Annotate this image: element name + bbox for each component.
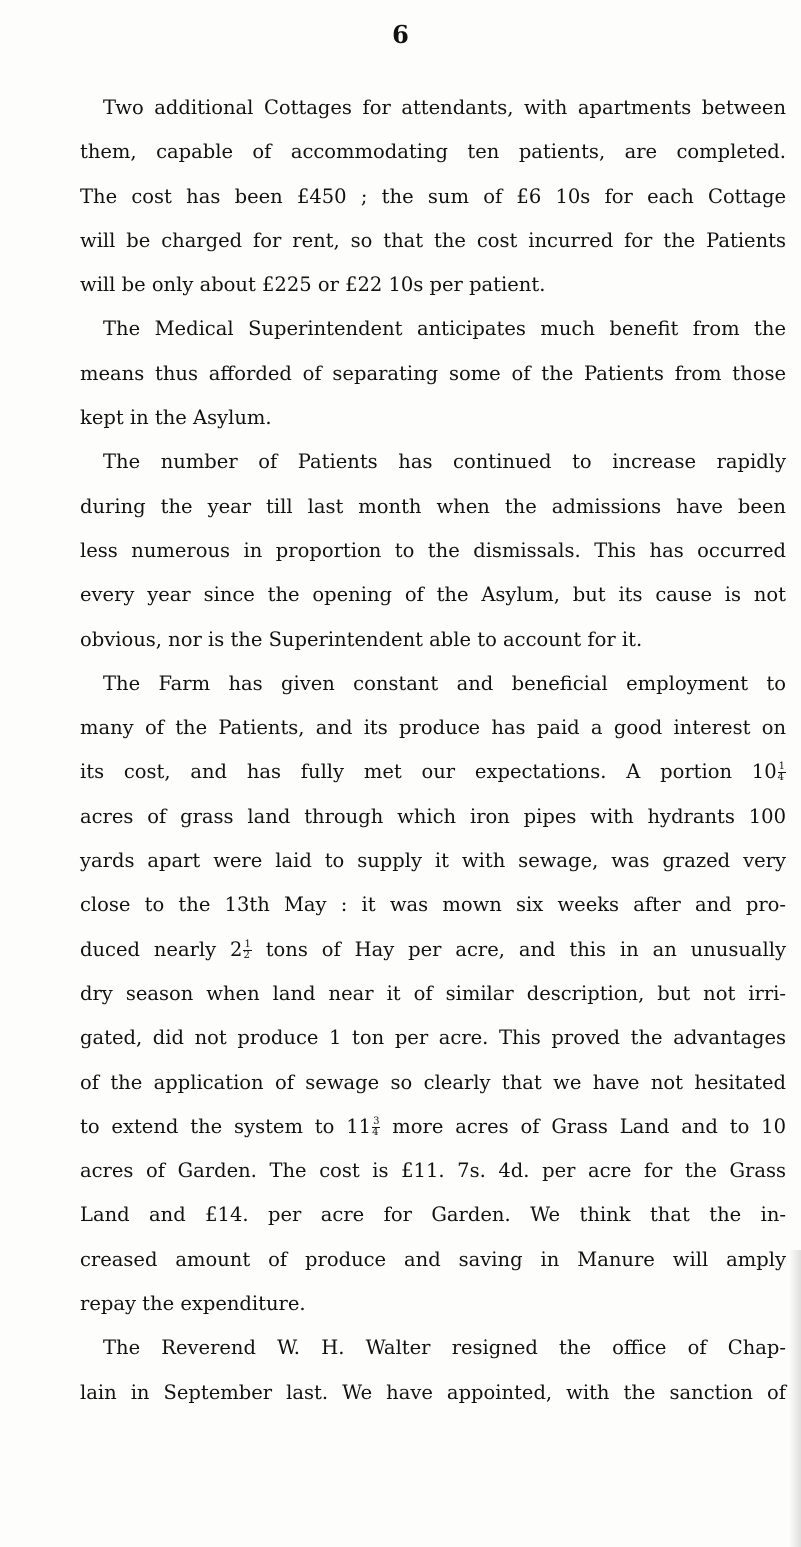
line-text: duced nearly 2	[80, 937, 243, 961]
text-line: The Medical Superintendent anticipates much benefit from the	[103, 317, 786, 341]
fraction-denominator: 2	[243, 949, 250, 961]
page-edge-shadow	[789, 1250, 801, 1547]
text-line: The number of Patients has continued to increase rapidly	[103, 450, 786, 474]
text-line: The Farm has given constant and beneficial employment to	[103, 671, 786, 695]
line-text: tons of Hay per acre, and this in an unusually	[251, 937, 787, 961]
text-line: close to the 13th May : it was mown six weeks after and pro-	[80, 893, 786, 917]
text-line: them, capable of accommodating ten patients, are completed.	[80, 140, 786, 164]
body-text	[80, 86, 786, 1415]
text-line: The Reverend W. H. Walter resigned the office of Chap-	[103, 1336, 786, 1360]
text-line: obvious, nor is the Superintendent able to account for it.	[80, 627, 643, 651]
text-line: The cost has been £450 ; the sum of £6 10s for each Cottage	[80, 184, 786, 208]
text-line: every year since the opening of the Asylum, but its cause is not	[80, 583, 786, 607]
text-line-with-fraction	[80, 750, 786, 794]
text-line: during the year till last month when the admissions have been	[80, 494, 786, 518]
text-line: lain in September last. We have appointed, with the sanction of	[80, 1380, 786, 1404]
line-text: to extend the system to 11	[80, 1114, 372, 1138]
fraction-numerator: 1	[244, 938, 251, 950]
text-line: gated, did not produce 1 ton per acre. This proved the advantages	[80, 1026, 786, 1050]
text-line: kept in the Asylum.	[80, 406, 272, 430]
fraction-denominator: 4	[372, 1126, 379, 1138]
fraction-numerator: 1	[778, 761, 785, 773]
text-line: will be charged for rent, so that the cost incurred for the Patients	[80, 228, 786, 252]
fraction-numerator: 3	[373, 1115, 380, 1127]
text-line: less numerous in proportion to the dismissals. This has occurred	[80, 538, 786, 562]
text-line-with-fraction	[80, 928, 786, 972]
text-line: yards apart were laid to supply it with sewage, was grazed very	[80, 849, 786, 873]
line-text: more acres of Grass Land and to 10	[380, 1114, 787, 1138]
text-line: of the application of sewage so clearly that we have not hesitated	[80, 1070, 786, 1094]
text-line: many of the Patients, and its produce has paid a good interest on	[80, 716, 786, 740]
fraction-denominator: 4	[777, 772, 784, 784]
fraction	[778, 762, 786, 783]
line-text: its cost, and has fully met our expectations. A portion 10	[80, 760, 777, 784]
text-line: dry season when land near it of similar description, but not irri-	[80, 981, 786, 1005]
text-line: will be only about £225 or £22 10s per patient.	[80, 273, 546, 297]
text-line: acres of grass land through which iron pipes with hydrants 100	[80, 804, 786, 828]
text-line: creased amount of produce and saving in Manure will amply	[80, 1247, 786, 1271]
text-line: means thus afforded of separating some of the Patients from those	[80, 361, 786, 385]
text-line: repay the expenditure.	[80, 1292, 306, 1316]
text-line: Land and £14. per acre for Garden. We think that the in-	[80, 1203, 786, 1227]
text-line-with-fraction	[80, 1105, 786, 1149]
fraction	[243, 940, 251, 961]
text-line: acres of Garden. The cost is £11. 7s. 4d. per acre for the Grass	[80, 1159, 786, 1183]
text-line: Two additional Cottages for attendants, with apartments between	[103, 96, 786, 119]
page-number: 6	[392, 20, 409, 49]
